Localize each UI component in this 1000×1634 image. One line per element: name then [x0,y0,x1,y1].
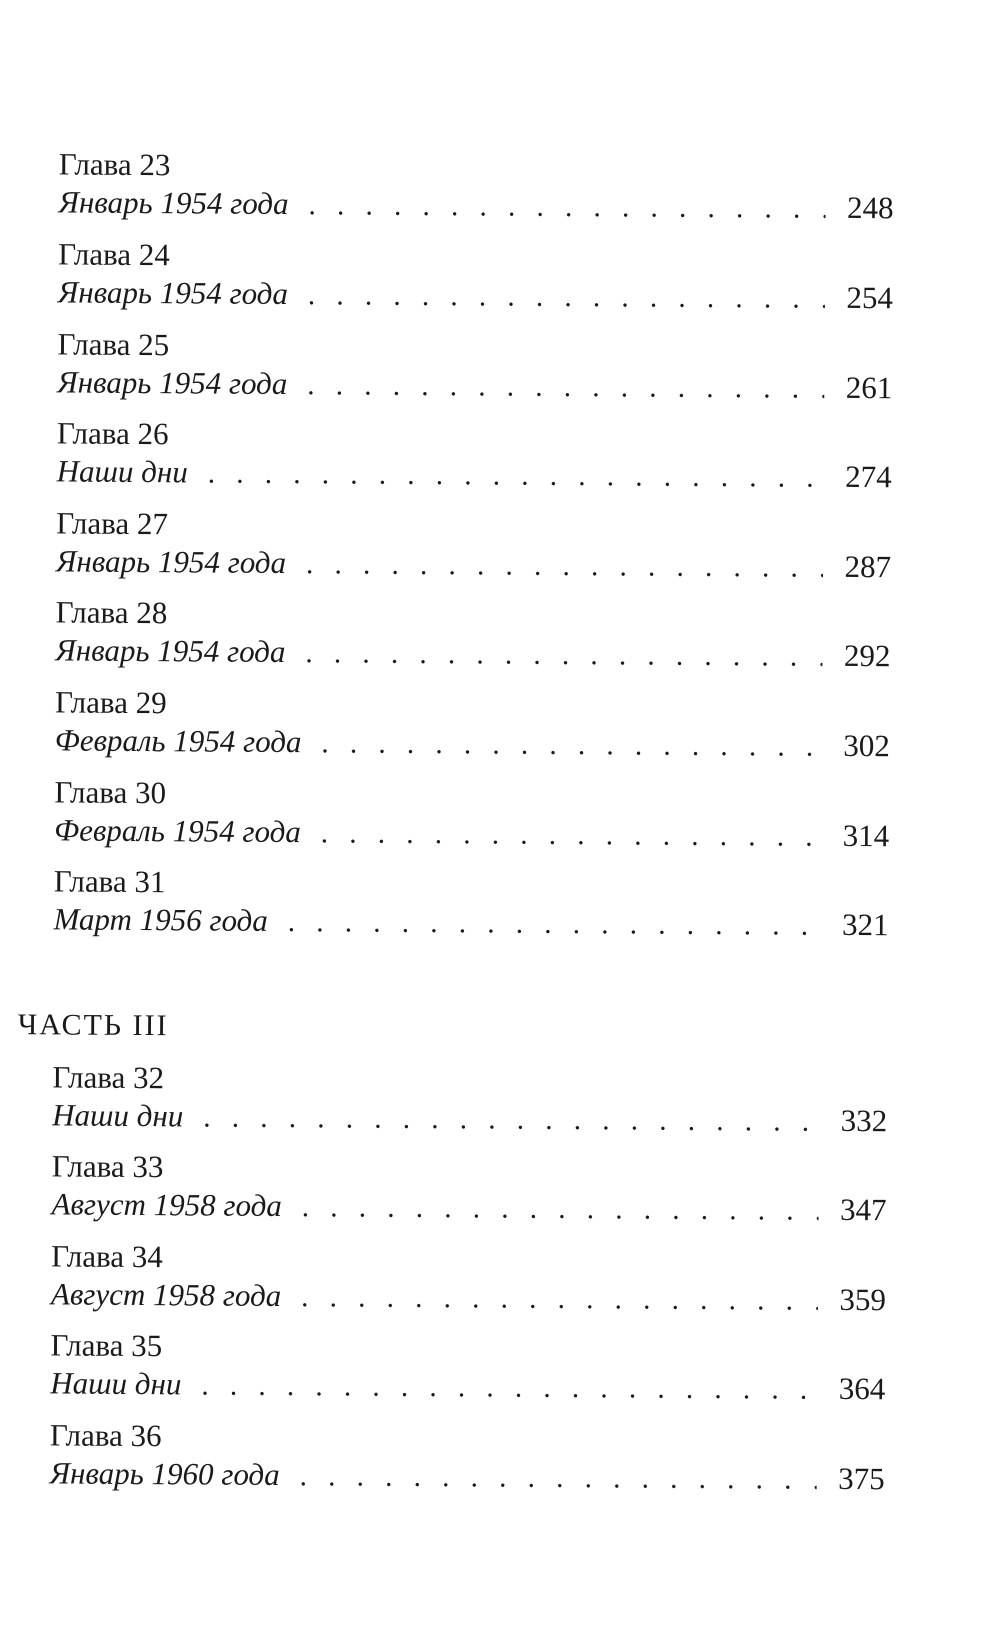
dot-leader [306,545,823,587]
chapter-title: Февраль 1954 года [54,722,302,760]
page-number: 375 [838,1460,885,1497]
chapter-title: Наши дни [50,1365,182,1402]
toc-entry-30 [54,773,890,855]
chapter-label: Глава 32 [52,1059,165,1096]
dot-leader [308,186,825,228]
toc-entry-35 [50,1326,886,1408]
dot-leader [308,276,825,318]
dot-leader [307,366,824,408]
dot-leader [208,454,824,496]
page-number: 292 [843,637,891,674]
dot-leader [300,1457,817,1499]
chapter-title: Наши дни [56,453,188,490]
page-number: 321 [841,906,889,943]
chapter-label: Глава 33 [51,1148,164,1185]
chapter-label: Глава 24 [58,236,170,273]
page-number: 302 [843,727,890,764]
chapter-title: Январь 1960 года [49,1455,280,1492]
dot-leader [302,1188,819,1230]
page-number: 254 [846,279,894,316]
toc-entry-36 [50,1416,886,1498]
chapter-title: Январь 1954 года [55,632,286,670]
toc-entry-24 [58,235,894,317]
page-number: 287 [844,548,892,585]
page-number: 248 [846,189,894,226]
page-number: 359 [839,1281,887,1318]
toc-entry-29 [55,683,891,765]
toc-line [54,811,889,855]
dot-leader [203,1098,819,1140]
chapter-label: Глава 35 [50,1327,163,1364]
page-number: 261 [845,369,893,406]
dot-leader [305,634,822,676]
chapter-title: Январь 1954 года [58,184,289,222]
page-number: 314 [842,817,890,854]
toc-entry-27 [56,504,892,586]
chapter-title: Январь 1954 года [55,543,287,581]
chapter-label: Глава 25 [57,326,170,363]
toc-entry-32 [52,1058,888,1140]
toc-line [51,1185,886,1229]
toc-entry-28 [55,593,891,675]
chapter-label: Глава 30 [54,774,167,811]
chapter-label: Глава 23 [58,146,171,183]
toc-entry-34 [51,1237,887,1319]
chapter-label: Глава 29 [54,684,167,721]
toc-line [56,542,891,586]
chapter-title: Январь 1954 года [57,274,289,312]
dot-leader [321,814,822,855]
chapter-label: Глава 36 [49,1417,162,1454]
chapter-title: Наши дни [52,1097,184,1134]
dot-leader [301,1278,818,1320]
chapter-label: Глава 34 [51,1238,163,1275]
toc-line [52,1096,887,1140]
part-heading: ЧАСТЬ III [17,1008,169,1043]
chapter-title: Февраль 1954 года [54,812,301,850]
page-number: 364 [838,1370,886,1407]
toc-line [50,1364,885,1408]
dot-leader [288,903,821,945]
toc-line [55,631,890,675]
toc-entry-25 [57,325,893,407]
toc-line [57,363,892,407]
chapter-label: Глава 27 [56,505,169,542]
chapter-label: Глава 31 [53,863,166,900]
toc-entry-33 [51,1147,887,1229]
chapter-label: Глава 26 [56,415,169,452]
chapter-title: Август 1958 года [51,1186,282,1223]
toc-line [55,721,890,765]
chapter-title: Март 1956 года [53,901,268,938]
chapter-label: Глава 28 [55,594,168,631]
dot-leader [321,724,822,765]
page-number: 332 [840,1102,888,1139]
page-number: 274 [845,458,892,495]
toc-entry-23 [58,145,894,227]
toc-line [50,1454,885,1498]
page-number: 347 [839,1191,887,1228]
toc-line [51,1275,886,1319]
toc-line [53,900,888,944]
toc-entry-26 [57,414,893,496]
toc-line [58,273,893,317]
toc-line [58,183,893,227]
toc-line [57,452,892,496]
dot-leader [201,1366,817,1408]
chapter-title: Январь 1954 года [57,364,288,402]
toc-entry-31 [53,862,889,944]
chapter-title: Август 1958 года [50,1276,282,1313]
